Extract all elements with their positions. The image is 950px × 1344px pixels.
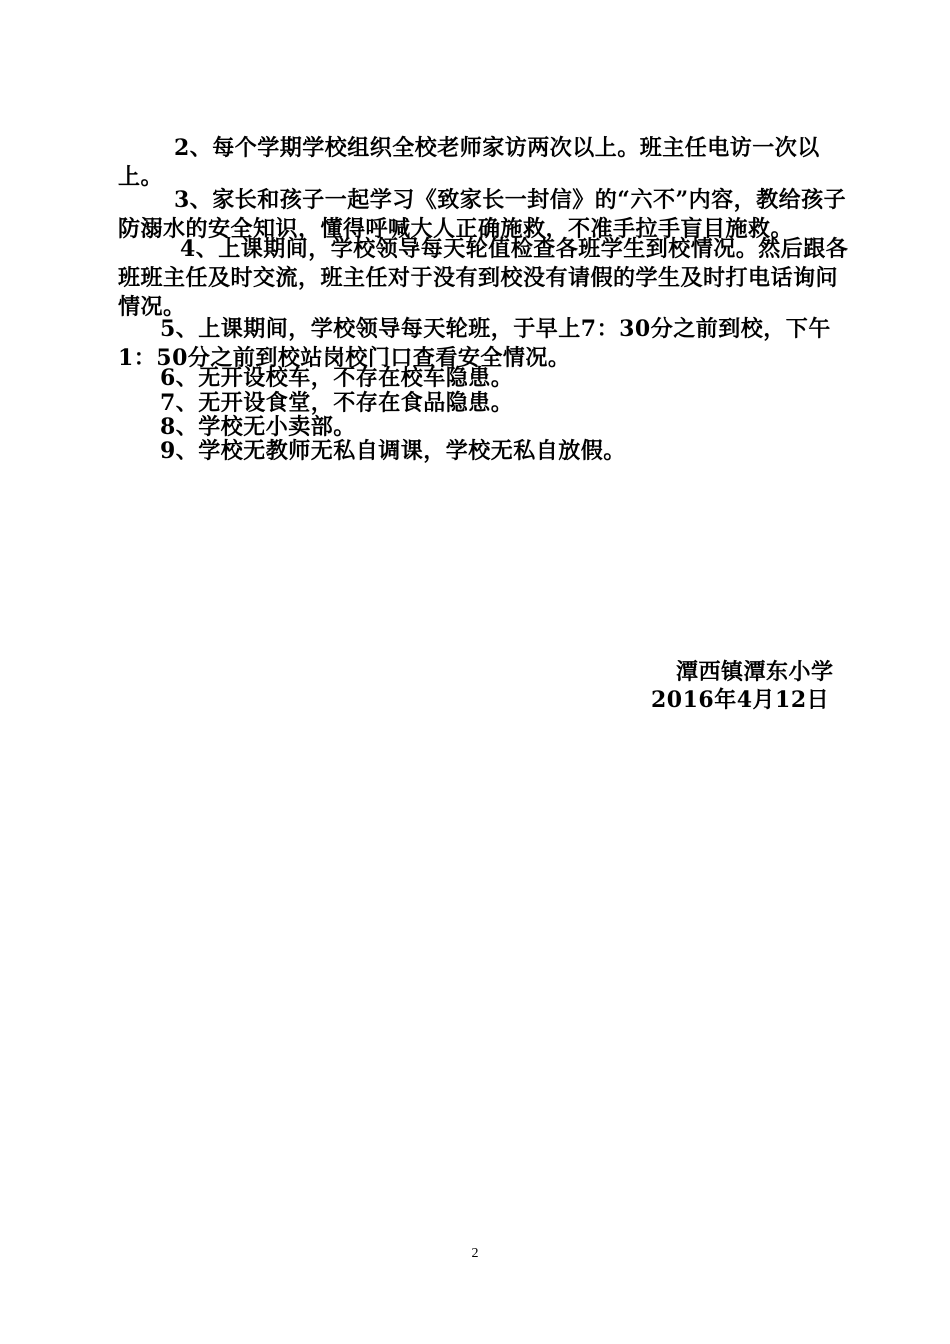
paragraph-item-6: 6、无开设校车，不存在校车隐患。 bbox=[160, 365, 514, 391]
paragraph-item-2: 2、每个学期学校组织全校老师家访两次以上。班主任电访一次以上。 bbox=[118, 135, 820, 190]
paragraph-item-4: 4、上课期间，学校领导每天轮值检查各班学生到校情况。然后跟各班班主任及时交流，班主任对于没有到校没有请假的学生及时打电话询问情况。 bbox=[118, 236, 849, 320]
paragraph-item-7: 7、无开设食堂，不存在食品隐患。 bbox=[160, 390, 514, 416]
paragraph-item-5: 5、上课期间，学校领导每天轮班，于早上7：30分之前到校，下午1：50分之前到校站岗校门口查看安全情况。 bbox=[118, 316, 831, 371]
signature-date: 2016年4月12日 bbox=[651, 687, 830, 713]
signature-organization: 潭西镇潭东小学 bbox=[676, 659, 834, 685]
paragraph-item-9: 9、学校无教师无私自调课，学校无私自放假。 bbox=[160, 438, 626, 464]
paragraph-item-8: 8、学校无小卖部。 bbox=[160, 414, 356, 440]
paragraph-item-3: 3、家长和孩子一起学习《致家长一封信》的“六不”内容，教给孩子防溺水的安全知识，懂得呼喊大人正确施救，不准手拉手盲目施救。 bbox=[118, 187, 847, 242]
page-number: 2 bbox=[471, 1246, 479, 1261]
